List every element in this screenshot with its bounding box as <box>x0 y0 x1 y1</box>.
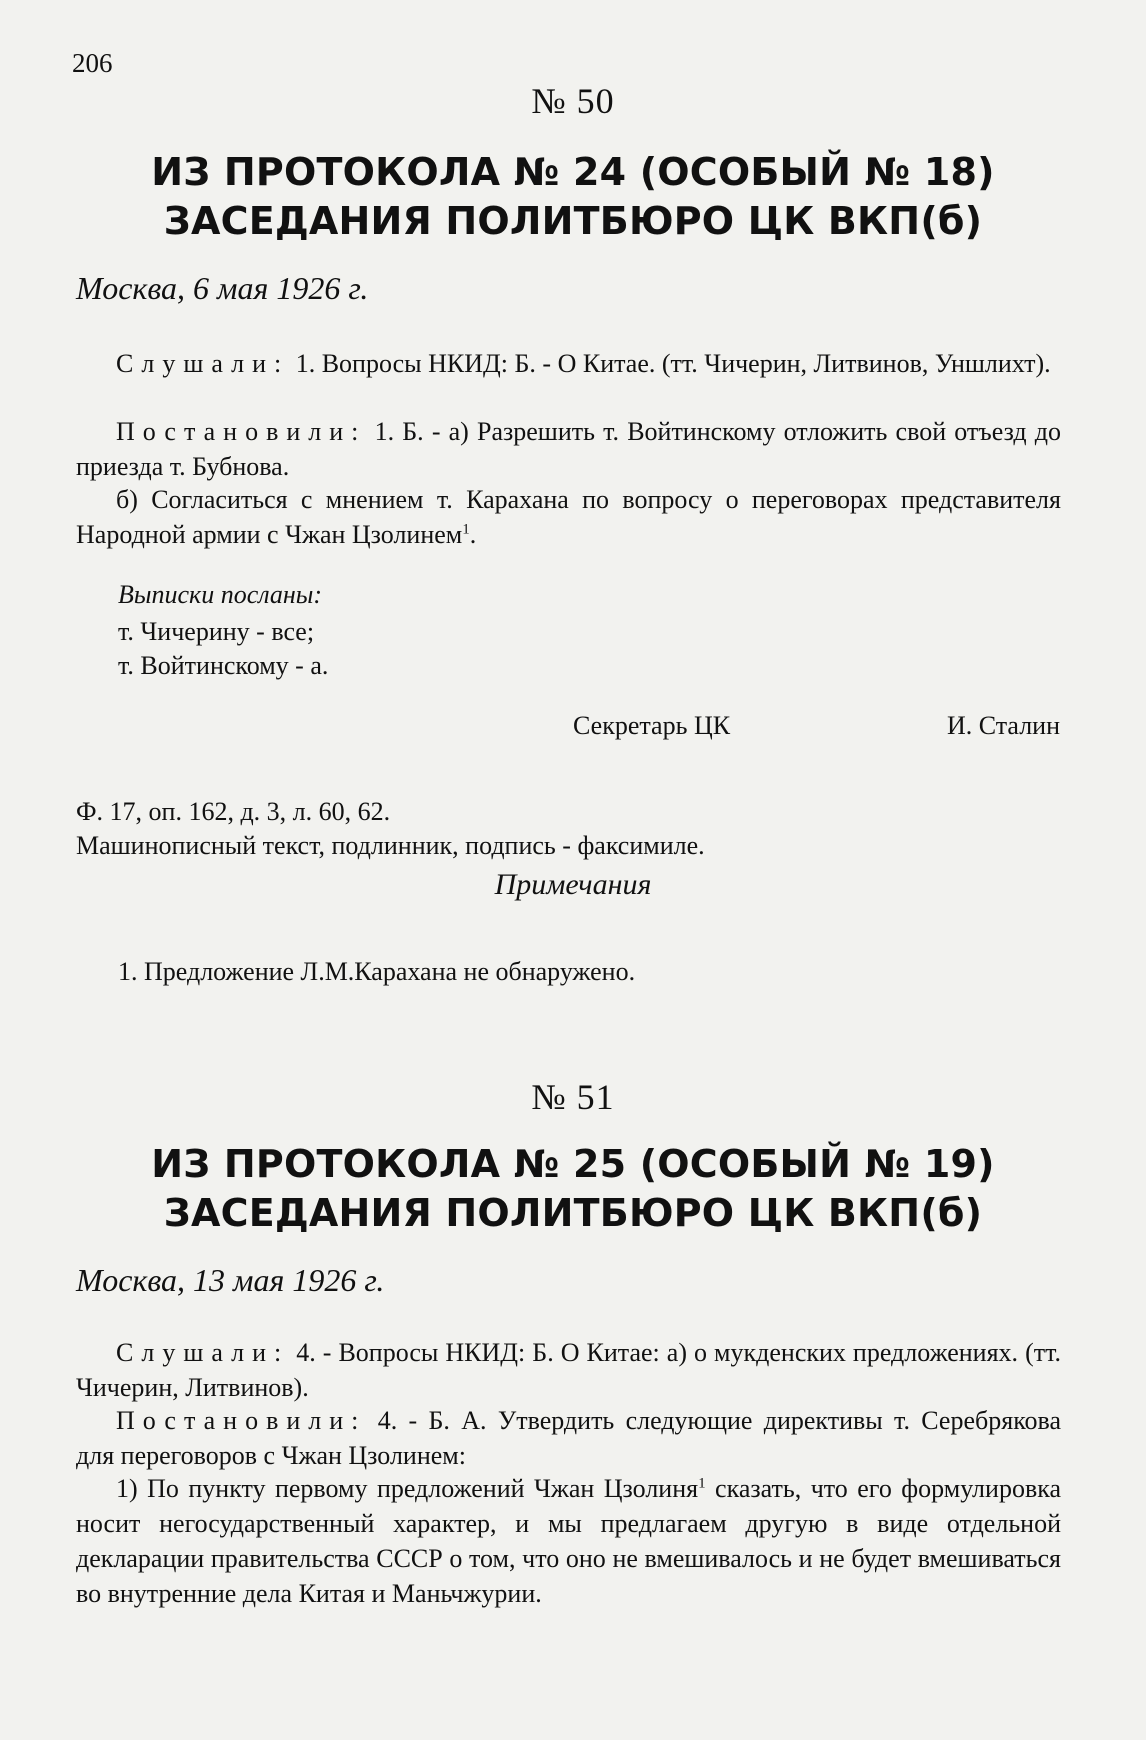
doc-50-secretary-label: Секретарь ЦК <box>573 711 731 740</box>
resolved-label: Постановили: <box>116 417 367 446</box>
doc-50-notes-heading: Примечания <box>494 868 652 901</box>
doc-51-resolved <box>76 1403 1061 1473</box>
doc-50-item-b <box>76 482 1061 552</box>
doc-50-place-date: Москва, 6 мая 1926 г. <box>76 270 369 306</box>
doc-50-title <box>0 148 1146 246</box>
resolved-text: 1. Б. - а) Разрешить т. Войтинскому отложить свой отъезд до приезда т. Бубнова. <box>76 417 1062 481</box>
doc-50-extracts-label: Выписки посланы: <box>118 580 323 609</box>
heard-label: Слушали: <box>116 1338 290 1367</box>
point-1-footnote-ref: 1 <box>698 1475 706 1492</box>
doc-51-point-1 <box>76 1471 1061 1611</box>
doc-51-number: № 51 <box>531 1077 615 1117</box>
doc-50-title-line-1: ИЗ ПРОТОКОЛА № 24 (ОСОБЫЙ № 18) <box>151 150 995 194</box>
doc-50-number: № 50 <box>531 81 615 121</box>
doc-50-secretary-name: И. Сталин <box>946 711 1060 740</box>
doc-51-title-line-1: ИЗ ПРОТОКОЛА № 25 (ОСОБЫЙ № 19) <box>151 1142 995 1186</box>
doc-51-title <box>0 1140 1146 1238</box>
heard-text: 1. Вопросы НКИД: Б. - О Китае. (тт. Чичерин, Литвинов, Уншлихт). <box>295 349 1051 378</box>
item-b-footnote-ref: 1 <box>462 521 470 538</box>
doc-51-heard <box>76 1335 1061 1405</box>
doc-50-heard <box>76 346 1061 381</box>
doc-50-archive-ref: Ф. 17, оп. 162, д. 3, л. 60, 62. <box>76 797 391 826</box>
point-1-end: сказать, что его формулировка носит негосударственный характер, и мы предлагаем другую в виде отдельной декларации правительства СССР о том, что оно не вмешивалось и не будет вмешиваться во внутренние дела Китая и Маньчжурии. <box>76 1474 1061 1608</box>
doc-50-extract-1: т. Чичерину - все; <box>118 617 315 646</box>
doc-50-title-line-2: ЗАСЕДАНИЯ ПОЛИТБЮРО ЦК ВКП(б) <box>163 199 983 243</box>
doc-50-resolved <box>76 414 1061 484</box>
resolved-label: Постановили: <box>116 1406 367 1435</box>
doc-51-title-line-2: ЗАСЕДАНИЯ ПОЛИТБЮРО ЦК ВКП(б) <box>163 1191 983 1235</box>
point-1-start: 1) По пункту первому предложений Чжан Цзолиня <box>116 1474 699 1503</box>
doc-50-note-1: 1. Предложение Л.М.Карахана не обнаружено. <box>118 957 636 986</box>
item-b-end: . <box>469 520 477 549</box>
doc-50-extract-2: т. Войтинскому - а. <box>118 651 329 680</box>
doc-51-place-date: Москва, 13 мая 1926 г. <box>76 1262 385 1298</box>
resolved-text: 4. - Б. А. Утвердить следующие директивы т. Серебрякова для переговоров с Чжан Цзолинем: <box>76 1406 1061 1470</box>
heard-text: 4. - Вопросы НКИД: Б. О Китае: а) о мукденских предложениях. (тт. Чичерин, Литвинов). <box>76 1338 1062 1402</box>
heard-label: Слушали: <box>116 349 290 378</box>
doc-50-archive-desc: Машинописный текст, подлинник, подпись - факсимиле. <box>76 831 705 860</box>
page-number: 206 <box>72 48 113 78</box>
item-b-text: б) Согласиться с мнением т. Карахана по вопросу о переговорах представителя Народной армии с Чжан Цзолинем <box>76 485 1061 549</box>
